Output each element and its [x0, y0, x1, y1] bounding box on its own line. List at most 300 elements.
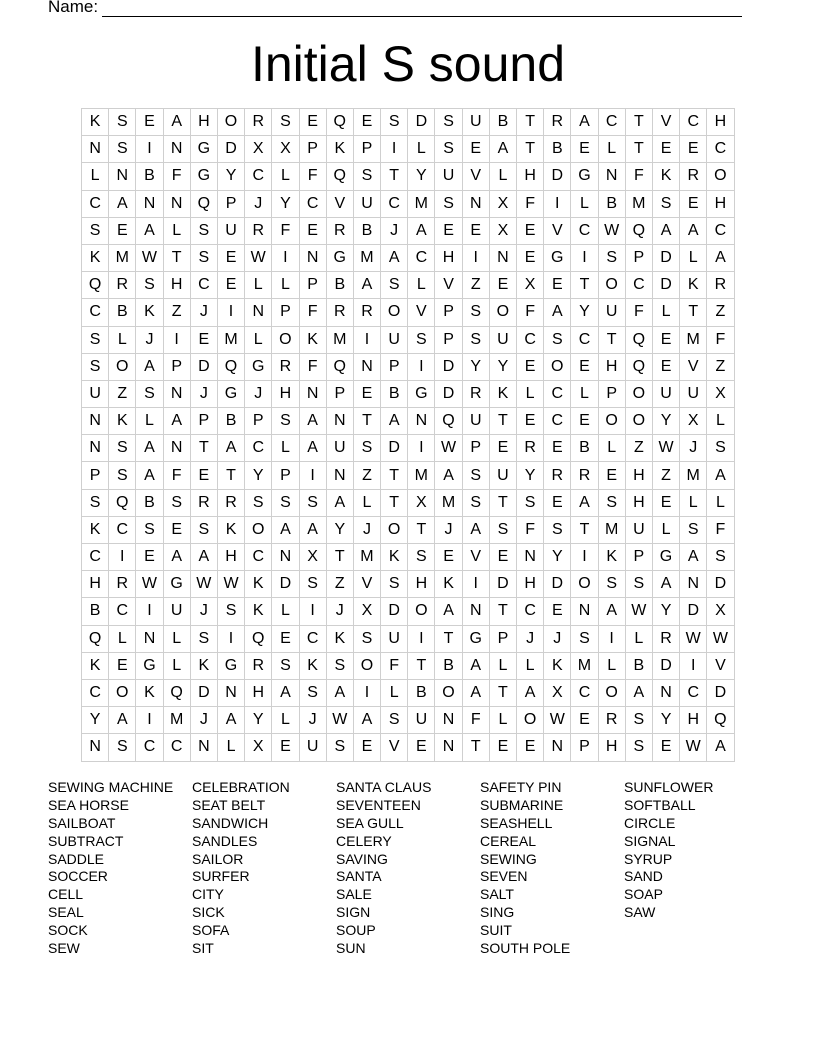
grid-cell: Q: [217, 353, 244, 380]
grid-cell: T: [408, 652, 435, 679]
grid-cell: I: [136, 598, 163, 625]
word-search-grid: [81, 108, 735, 762]
grid-cell: I: [462, 244, 489, 271]
grid-cell: X: [489, 190, 516, 217]
grid-cell: E: [353, 109, 380, 136]
grid-cell: S: [136, 380, 163, 407]
grid-cell: D: [190, 679, 217, 706]
grid-cell: A: [598, 598, 625, 625]
word-list-item: SEWING MACHINE: [48, 779, 174, 795]
grid-cell: R: [326, 217, 353, 244]
grid-cell: Z: [625, 435, 652, 462]
grid-cell: E: [489, 435, 516, 462]
grid-cell: T: [489, 489, 516, 516]
grid-row: [82, 516, 735, 543]
grid-cell: R: [109, 272, 136, 299]
grid-cell: T: [163, 244, 190, 271]
word-list-item: SUNFLOWER: [624, 779, 714, 795]
grid-cell: P: [245, 408, 272, 435]
grid-cell: Q: [326, 163, 353, 190]
word-list-item: SANTA CLAUS: [336, 779, 432, 795]
grid-cell: E: [217, 244, 244, 271]
grid-cell: F: [381, 652, 408, 679]
grid-cell: F: [163, 163, 190, 190]
grid-cell: N: [435, 707, 462, 734]
grid-cell: B: [571, 435, 598, 462]
grid-cell: A: [326, 679, 353, 706]
grid-cell: V: [707, 652, 734, 679]
word-list-item: CIRCLE: [624, 814, 676, 831]
grid-cell: A: [544, 299, 571, 326]
grid-cell: S: [489, 516, 516, 543]
grid-cell: O: [544, 353, 571, 380]
grid-row: [82, 272, 735, 299]
word-list-item: SOAP: [624, 886, 663, 903]
grid-cell: R: [190, 489, 217, 516]
grid-cell: M: [408, 462, 435, 489]
grid-cell: A: [109, 707, 136, 734]
grid-cell: R: [272, 353, 299, 380]
grid-cell: Z: [326, 571, 353, 598]
grid-cell: V: [652, 109, 679, 136]
grid-row: [82, 326, 735, 353]
grid-cell: Q: [82, 625, 109, 652]
word-list-item: SEAT BELT: [192, 796, 266, 813]
grid-cell: S: [408, 326, 435, 353]
grid-cell: G: [190, 136, 217, 163]
grid-cell: L: [353, 489, 380, 516]
grid-cell: T: [381, 489, 408, 516]
grid-cell: T: [680, 299, 707, 326]
grid-cell: P: [435, 299, 462, 326]
grid-cell: J: [326, 598, 353, 625]
grid-cell: A: [381, 408, 408, 435]
grid-cell: F: [625, 163, 652, 190]
grid-cell: S: [190, 217, 217, 244]
grid-cell: F: [272, 217, 299, 244]
grid-cell: G: [217, 652, 244, 679]
grid-cell: B: [109, 299, 136, 326]
grid-cell: O: [707, 163, 734, 190]
grid-cell: A: [462, 516, 489, 543]
grid-cell: I: [109, 544, 136, 571]
grid-cell: J: [190, 380, 217, 407]
grid-cell: S: [598, 571, 625, 598]
grid-row: [82, 163, 735, 190]
grid-cell: D: [435, 380, 462, 407]
grid-cell: D: [489, 571, 516, 598]
grid-cell: X: [245, 136, 272, 163]
word-list-item: SING: [480, 904, 515, 921]
grid-cell: V: [462, 544, 489, 571]
grid-cell: B: [435, 652, 462, 679]
grid-cell: L: [707, 408, 734, 435]
grid-cell: E: [190, 326, 217, 353]
grid-cell: A: [299, 516, 326, 543]
grid-cell: S: [272, 109, 299, 136]
grid-cell: C: [571, 326, 598, 353]
grid-cell: B: [82, 598, 109, 625]
grid-cell: E: [571, 353, 598, 380]
grid-cell: D: [217, 136, 244, 163]
word-list-item: SALT: [480, 886, 514, 903]
grid-cell: D: [707, 571, 734, 598]
grid-cell: K: [82, 244, 109, 271]
grid-cell: G: [326, 244, 353, 271]
word-list-item: SOUP: [336, 922, 376, 939]
grid-cell: U: [489, 326, 516, 353]
grid-cell: E: [571, 408, 598, 435]
grid-cell: E: [435, 217, 462, 244]
grid-cell: U: [163, 598, 190, 625]
grid-cell: K: [190, 652, 217, 679]
word-list-item: SOFA: [192, 922, 230, 939]
grid-cell: D: [544, 571, 571, 598]
grid-cell: E: [517, 353, 544, 380]
grid-cell: Y: [652, 598, 679, 625]
grid-cell: L: [571, 190, 598, 217]
name-label: Name:: [48, 0, 99, 16]
grid-cell: E: [272, 625, 299, 652]
grid-cell: E: [272, 734, 299, 761]
grid-cell: C: [190, 272, 217, 299]
grid-cell: E: [109, 652, 136, 679]
grid-cell: Z: [462, 272, 489, 299]
grid-cell: Y: [326, 516, 353, 543]
grid-cell: I: [217, 299, 244, 326]
grid-cell: C: [680, 679, 707, 706]
grid-cell: C: [245, 435, 272, 462]
grid-cell: S: [462, 489, 489, 516]
word-list-item: SADDLE: [48, 850, 105, 867]
word-list-item: SUIT: [480, 922, 512, 939]
word-list: [48, 779, 768, 958]
grid-cell: G: [408, 380, 435, 407]
grid-cell: I: [163, 326, 190, 353]
grid-cell: M: [571, 652, 598, 679]
grid-cell: J: [136, 326, 163, 353]
grid-cell: L: [163, 625, 190, 652]
grid-cell: L: [489, 163, 516, 190]
grid-cell: J: [517, 625, 544, 652]
grid-cell: F: [163, 462, 190, 489]
grid-cell: S: [190, 516, 217, 543]
word-list-item: SUN: [336, 940, 366, 957]
grid-cell: B: [625, 652, 652, 679]
grid-cell: F: [299, 353, 326, 380]
grid-cell: K: [245, 598, 272, 625]
grid-cell: A: [680, 544, 707, 571]
grid-cell: U: [326, 435, 353, 462]
grid-cell: B: [217, 408, 244, 435]
grid-cell: U: [217, 217, 244, 244]
grid-cell: F: [299, 299, 326, 326]
grid-cell: H: [82, 571, 109, 598]
grid-cell: A: [381, 244, 408, 271]
grid-row: [82, 679, 735, 706]
grid-cell: H: [435, 244, 462, 271]
grid-cell: N: [326, 462, 353, 489]
grid-cell: Z: [109, 380, 136, 407]
grid-cell: N: [299, 380, 326, 407]
grid-cell: I: [353, 326, 380, 353]
grid-cell: K: [299, 652, 326, 679]
grid-cell: E: [109, 217, 136, 244]
grid-cell: J: [680, 435, 707, 462]
grid-cell: P: [381, 353, 408, 380]
grid-cell: I: [353, 679, 380, 706]
grid-cell: N: [571, 598, 598, 625]
grid-cell: L: [381, 679, 408, 706]
grid-cell: N: [82, 136, 109, 163]
grid-cell: I: [571, 544, 598, 571]
grid-cell: N: [435, 734, 462, 761]
grid-cell: P: [217, 190, 244, 217]
grid-cell: X: [707, 380, 734, 407]
grid-cell: L: [652, 299, 679, 326]
grid-cell: A: [680, 217, 707, 244]
grid-cell: M: [680, 462, 707, 489]
grid-cell: E: [544, 435, 571, 462]
grid-cell: J: [299, 707, 326, 734]
grid-cell: U: [625, 516, 652, 543]
grid-row: [82, 598, 735, 625]
grid-cell: U: [435, 163, 462, 190]
grid-cell: L: [272, 707, 299, 734]
grid-cell: T: [571, 516, 598, 543]
grid-cell: P: [625, 544, 652, 571]
grid-cell: N: [353, 353, 380, 380]
grid-cell: V: [381, 734, 408, 761]
grid-cell: N: [163, 190, 190, 217]
grid-cell: K: [136, 299, 163, 326]
grid-cell: C: [571, 679, 598, 706]
grid-cell: I: [136, 136, 163, 163]
grid-cell: S: [408, 544, 435, 571]
grid-row: [82, 435, 735, 462]
grid-cell: X: [544, 679, 571, 706]
grid-cell: S: [353, 435, 380, 462]
grid-cell: M: [625, 190, 652, 217]
grid-cell: D: [652, 272, 679, 299]
grid-cell: E: [408, 734, 435, 761]
grid-row: [82, 408, 735, 435]
grid-cell: X: [272, 136, 299, 163]
grid-cell: X: [680, 408, 707, 435]
grid-cell: N: [598, 163, 625, 190]
grid-cell: Z: [707, 353, 734, 380]
grid-cell: T: [462, 734, 489, 761]
grid-cell: N: [462, 598, 489, 625]
grid-cell: C: [82, 299, 109, 326]
grid-cell: K: [136, 679, 163, 706]
grid-cell: J: [245, 380, 272, 407]
grid-cell: M: [435, 489, 462, 516]
word-list-item: SANDWICH: [192, 814, 269, 831]
grid-cell: A: [489, 136, 516, 163]
grid-cell: I: [571, 244, 598, 271]
grid-cell: T: [625, 109, 652, 136]
grid-cell: Q: [707, 707, 734, 734]
word-list-item: CELL: [48, 886, 84, 903]
grid-cell: I: [408, 435, 435, 462]
grid-cell: S: [625, 734, 652, 761]
grid-cell: S: [598, 244, 625, 271]
grid-cell: T: [489, 679, 516, 706]
word-list-item: CEREAL: [480, 832, 537, 849]
word-list-item: SAILBOAT: [48, 814, 116, 831]
grid-cell: Y: [272, 190, 299, 217]
grid-cell: E: [353, 734, 380, 761]
grid-cell: A: [217, 435, 244, 462]
grid-cell: G: [245, 353, 272, 380]
grid-cell: L: [571, 380, 598, 407]
grid-cell: B: [408, 679, 435, 706]
word-list-item: SEA HORSE: [48, 796, 129, 813]
grid-cell: R: [217, 489, 244, 516]
grid-cell: N: [136, 190, 163, 217]
grid-cell: P: [353, 136, 380, 163]
grid-cell: K: [82, 516, 109, 543]
grid-cell: I: [408, 353, 435, 380]
grid-cell: D: [652, 244, 679, 271]
grid-cell: S: [544, 516, 571, 543]
grid-cell: C: [163, 734, 190, 761]
word-list-item: SAW: [624, 904, 656, 921]
grid-cell: J: [190, 707, 217, 734]
grid-cell: K: [82, 652, 109, 679]
name-line: [48, 0, 742, 17]
grid-cell: M: [109, 244, 136, 271]
word-list-item: SOCK: [48, 922, 88, 939]
grid-cell: S: [435, 190, 462, 217]
grid-cell: H: [408, 571, 435, 598]
grid-cell: C: [707, 217, 734, 244]
grid-cell: M: [353, 544, 380, 571]
grid-cell: P: [299, 272, 326, 299]
grid-cell: A: [707, 462, 734, 489]
grid-cell: K: [326, 625, 353, 652]
grid-row: [82, 652, 735, 679]
grid-cell: S: [381, 707, 408, 734]
grid-cell: A: [707, 244, 734, 271]
grid-cell: E: [598, 462, 625, 489]
grid-cell: K: [652, 163, 679, 190]
grid-cell: O: [517, 707, 544, 734]
grid-cell: M: [598, 516, 625, 543]
grid-cell: O: [435, 679, 462, 706]
grid-cell: I: [299, 598, 326, 625]
grid-cell: C: [82, 544, 109, 571]
grid-cell: Y: [462, 353, 489, 380]
grid-cell: I: [217, 625, 244, 652]
grid-cell: H: [517, 163, 544, 190]
grid-cell: M: [163, 707, 190, 734]
word-list-item: CELEBRATION: [192, 779, 290, 795]
grid-cell: A: [136, 462, 163, 489]
grid-cell: B: [136, 489, 163, 516]
grid-cell: J: [353, 516, 380, 543]
grid-cell: S: [652, 190, 679, 217]
grid-cell: I: [381, 136, 408, 163]
grid-cell: O: [217, 109, 244, 136]
grid-cell: X: [408, 489, 435, 516]
grid-cell: T: [381, 163, 408, 190]
grid-cell: I: [598, 625, 625, 652]
word-list-item: SEAL: [48, 904, 84, 921]
grid-cell: B: [353, 217, 380, 244]
word-list-item: SEA GULL: [336, 814, 404, 831]
grid-cell: R: [326, 299, 353, 326]
grid-cell: V: [462, 163, 489, 190]
grid-cell: Q: [190, 190, 217, 217]
grid-cell: R: [680, 163, 707, 190]
grid-cell: Q: [625, 353, 652, 380]
grid-cell: V: [680, 353, 707, 380]
grid-cell: R: [353, 299, 380, 326]
word-list-item: SEVENTEEN: [336, 796, 421, 813]
grid-cell: A: [625, 679, 652, 706]
grid-cell: F: [625, 299, 652, 326]
grid-cell: O: [381, 299, 408, 326]
grid-cell: X: [707, 598, 734, 625]
grid-cell: U: [381, 326, 408, 353]
grid-cell: L: [136, 408, 163, 435]
grid-cell: S: [82, 217, 109, 244]
grid-cell: L: [408, 136, 435, 163]
grid-cell: S: [625, 707, 652, 734]
word-list-item: CELERY: [336, 832, 392, 849]
grid-cell: J: [544, 625, 571, 652]
grid-cell: S: [272, 408, 299, 435]
word-list-item: SUBTRACT: [48, 832, 124, 849]
page-title: Initial S sound: [250, 36, 566, 92]
grid-cell: S: [190, 244, 217, 271]
grid-cell: E: [517, 244, 544, 271]
grid-cell: L: [109, 625, 136, 652]
grid-cell: E: [517, 408, 544, 435]
grid-cell: H: [272, 380, 299, 407]
grid-cell: D: [190, 353, 217, 380]
grid-cell: U: [680, 380, 707, 407]
grid-cell: V: [326, 190, 353, 217]
grid-cell: H: [625, 462, 652, 489]
grid-cell: V: [435, 272, 462, 299]
grid-cell: U: [462, 109, 489, 136]
grid-cell: K: [109, 408, 136, 435]
grid-cell: T: [625, 136, 652, 163]
grid-cell: L: [245, 272, 272, 299]
grid-cell: C: [245, 544, 272, 571]
grid-cell: S: [326, 734, 353, 761]
grid-cell: S: [109, 734, 136, 761]
grid-cell: P: [326, 380, 353, 407]
grid-cell: S: [435, 136, 462, 163]
grid-cell: H: [707, 109, 734, 136]
grid-cell: N: [190, 734, 217, 761]
grid-cell: B: [326, 272, 353, 299]
grid-cell: I: [272, 244, 299, 271]
grid-cell: P: [272, 299, 299, 326]
grid-cell: T: [435, 625, 462, 652]
grid-cell: S: [109, 435, 136, 462]
grid-cell: E: [517, 217, 544, 244]
grid-cell: C: [517, 326, 544, 353]
word-list-item: SICK: [192, 904, 225, 921]
grid-cell: H: [163, 272, 190, 299]
grid-cell: Y: [408, 163, 435, 190]
grid-cell: A: [435, 462, 462, 489]
